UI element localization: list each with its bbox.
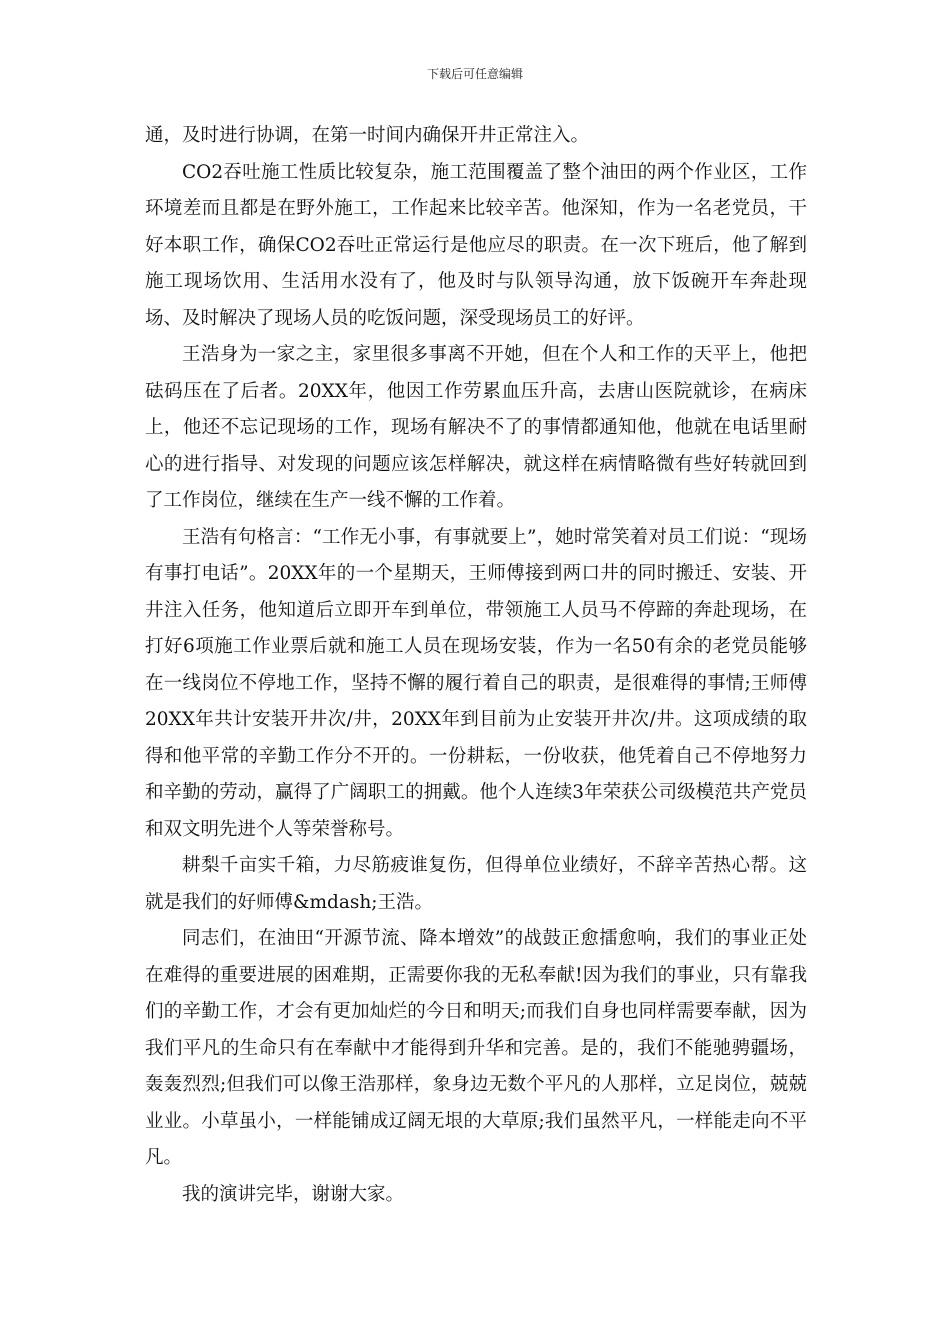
paragraph-motto: 王浩有句格言：“工作无小事，有事就要上”，她时常笑着对员工们说：“现场有事打电话”。20XX年的一个星期天，王师傅接到两口井的同时搬迁、安装、开井注入任务，他知道后立即开车到单位，带领施工人员马不停蹄的奔赴现场，在打好6项施工作业票后就和施工人员在现场安装，作为一名50有余的老党员能够在一线岗位不停地工作，坚持不懈的履行着自己的职责，是很难得的事情;王师傅20XX年共计安装开井次/井，20XX年到目前为止安装开井次/井。这项成绩的取得和他平常的辛勤工作分不开的。一份耕耘，一份收获，他凭着自己不停地努力和辛勤的劳动，赢得了广阔职工的拥戴。他个人连续3年荣获公司级模范共产党员和双文明先进个人等荣誉称号。 xyxy=(145,526,807,840)
speech-body xyxy=(145,118,807,1213)
paragraph-family-and-work: 王浩身为一家之主，家里很多事离不开她，但在个人和工作的天平上，他把砝码压在了后者。20XX年，他因工作劳累血压升高，去唐山医院就诊，在病床上，他还不忘记现场的工作，现场有解决不了的事情都通知他，他就在电话里耐心的进行指导、对发现的问题应该怎样解决，就这样在病情略微有些好转就回到了工作岗位，继续在生产一线不懈的工作着。 xyxy=(145,344,807,511)
paragraph-co2-construction: CO2吞吐施工性质比较复杂，施工范围覆盖了整个油田的两个作业区，工作环境差而且都是在野外施工，工作起来比较辛苦。他深知，作为一名老党员，干好本职工作，确保CO2吞吐正常运行是他应尽的职责。在一次下班后，他了解到施工现场饮用、生活用水没有了，他及时与队领导沟通，放下饭碗开车奔赴现场、及时解决了现场人员的吃饭问题，深受现场员工的好评。 xyxy=(145,161,807,329)
page-header: 下载后可任意编辑 xyxy=(426,67,523,81)
paragraph-dedication: 同志们，在油田“开源节流、降本增效”的战鼓正愈擂愈响，我们的事业正处在难得的重要进展的困难期，正需要你我的无私奉献!因为我们的事业，只有靠我们的辛勤工作，才会有更加灿烂的今日和明天;而我们自身也同样需要奉献，因为我们平凡的生命只有在奉献中才能得到升华和完善。是的，我们不能驰骋疆场，轰轰烈烈;但我们可以像王浩那样，象身边无数个平凡的人那样，立足岗位，兢兢业业。小草虽小，一样能铺成辽阔无垠的大草原;我们虽然平凡，一样能走向不平凡。 xyxy=(145,928,807,1168)
paragraph-poem: 耕梨千亩实千箱，力尽筋疲谁复伤，但得单位业绩好，不辞辛苦热心帮。这就是我们的好师傅&mdash;王浩。 xyxy=(145,855,807,913)
paragraph-continuation: 通，及时进行协调，在第一时间内确保开井正常注入。 xyxy=(145,125,590,146)
paragraph-closing: 我的演讲完毕，谢谢大家。 xyxy=(182,1183,405,1205)
